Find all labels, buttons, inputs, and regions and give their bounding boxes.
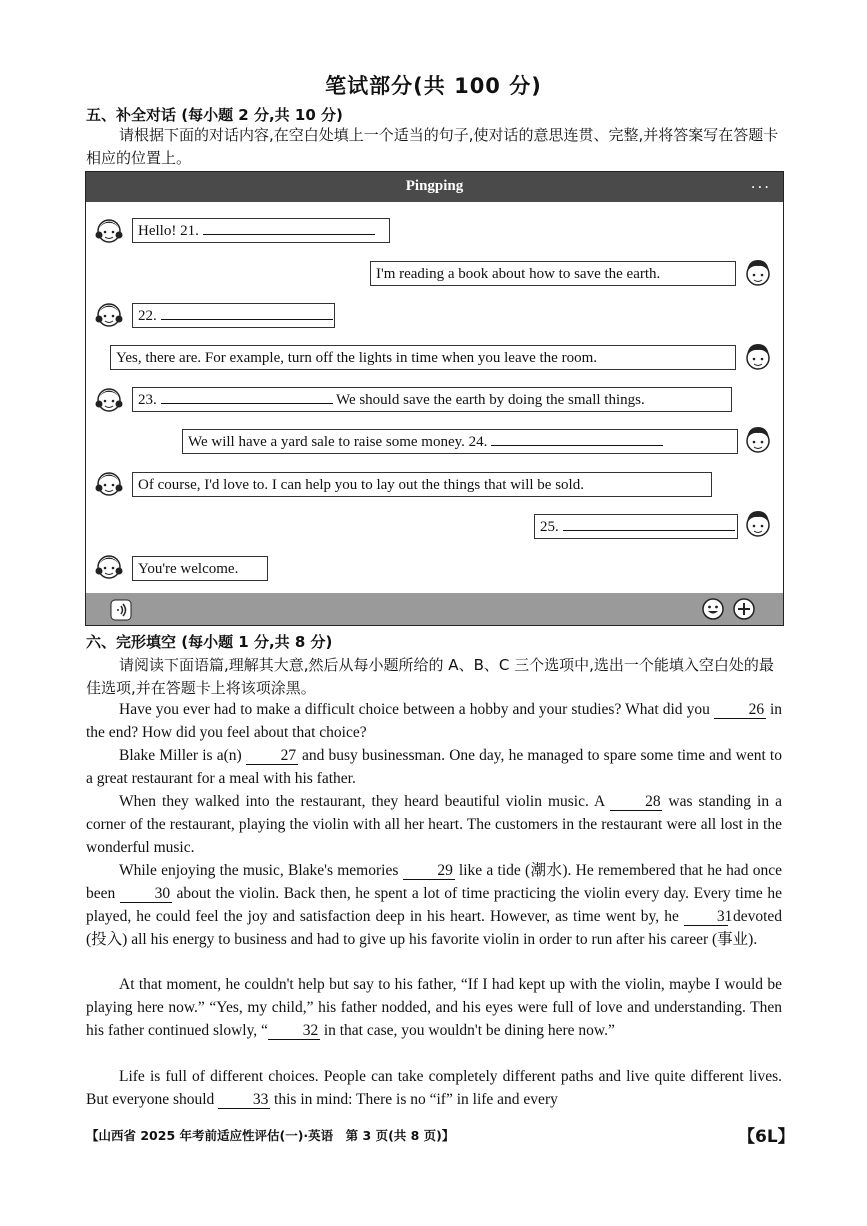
passage-text: was standing in a corner of the restaurant, playing the violin with all her heart. The customers in the restaurant were all lost in the wonderful music. — [86, 793, 783, 856]
chat-title-bar — [86, 172, 783, 202]
answer-blank-25[interactable] — [563, 516, 735, 531]
boy-avatar-icon — [743, 507, 773, 541]
message-text: You're welcome. — [138, 561, 239, 577]
message-text: Of course, I'd love to. I can help you to lay out the things that will be sold. — [138, 477, 584, 493]
passage-text: in that case, you wouldn't be dining here now.” — [323, 1022, 615, 1039]
passage-text: this in mind: There is no “if” in life and every — [274, 1091, 558, 1108]
passage-paragraph — [86, 744, 782, 790]
message-text: Yes, there are. For example, turn off the lights in time when you leave the room. — [116, 350, 598, 366]
girl-avatar-icon — [94, 550, 124, 584]
message-text: 25. — [540, 519, 559, 535]
passage-text: devoted (投入) all his energy to business and had to give up his favorite violin in order to run after his career (事业). — [86, 908, 783, 948]
message-text: We will have a yard sale to raise some money. 24. — [188, 434, 488, 450]
passage-text: When they walked into the restaurant, they heard beautiful violin music. A — [119, 793, 605, 810]
message-text: 22. — [138, 308, 157, 324]
blank-33[interactable]: 33 — [218, 1092, 270, 1109]
section5-instruction: 请根据下面的对话内容,在空白处填上一个适当的句子,使对话的意思连贯、完整,并将答案写在答题卡相应的位置上。 — [86, 126, 779, 167]
boy-avatar-icon — [743, 340, 773, 374]
blank-27[interactable]: 27 — [246, 748, 298, 765]
chat-title: Pingping — [405, 178, 464, 194]
message-text: 23. — [138, 392, 157, 408]
chat-message — [132, 472, 712, 497]
answer-blank-23[interactable] — [161, 389, 333, 404]
passage-text: in the end? How did you feel about that choice? — [86, 701, 783, 741]
passage-text: While enjoying the music, Blake's memories — [119, 862, 399, 879]
section6-instruction: 请阅读下面语篇,理解其大意,然后从每小题所给的 A、B、C 三个选项中,选出一个能填入空白处的最佳选项,并在答题卡上将该项涂黑。 — [86, 656, 774, 697]
chat-message — [182, 429, 738, 454]
passage-text: Have you ever had to make a difficult choice between a hobby and your studies? What did you — [119, 701, 710, 718]
passage-text: At that moment, he couldn't help but say to his father, “If I had kept up with the violin, maybe I would be playing here now.” “Yes, my child,” his father nodded, and his eyes were full of love and understanding. Then his father continued slowly, “ — [86, 976, 782, 1039]
section6-heading: 六、完形填空 (每小题 1 分,共 8 分) — [86, 633, 333, 651]
passage-text: and busy businessman. One day, he managed to spare some time and went to a great restaurant for a meal with his father. — [86, 747, 782, 787]
passage-text: Life is full of different choices. People can take completely different paths and live quite different lives. But everyone should — [86, 1068, 782, 1108]
add-icon[interactable] — [732, 597, 756, 621]
passage-paragraph — [86, 859, 782, 951]
passage-text: about the violin. Back then, he spent a lot of time practicing the violin every day. Every time he played, he could feel the joy and satisfaction deep in his heart. However, as time went by, he — [86, 885, 783, 925]
passage-paragraph — [86, 1065, 782, 1111]
answer-blank-24[interactable] — [491, 431, 663, 446]
page-footer: 【山西省 2025 年考前适应性评估(一)·英语 第 3 页(共 8 页)】 — [86, 1128, 455, 1143]
girl-avatar-icon — [94, 467, 124, 501]
chat-window — [85, 171, 784, 626]
chat-footer-bar — [86, 593, 783, 625]
boy-avatar-icon — [743, 423, 773, 457]
girl-avatar-icon — [94, 214, 124, 248]
blank-30[interactable]: 30 — [120, 886, 172, 903]
passage-text: Blake Miller is a(n) — [119, 747, 242, 764]
chat-message — [132, 218, 390, 243]
answer-blank-21[interactable] — [203, 220, 375, 235]
blank-31[interactable]: 31 — [684, 909, 728, 926]
blank-29[interactable]: 29 — [403, 863, 455, 880]
blank-26[interactable]: 26 — [714, 702, 766, 719]
blank-28[interactable]: 28 — [610, 794, 662, 811]
blank-32[interactable]: 32 — [268, 1023, 320, 1040]
passage-paragraph — [86, 698, 782, 744]
chat-message — [110, 345, 736, 370]
voice-icon[interactable] — [110, 599, 132, 621]
chat-message — [534, 514, 738, 539]
chat-message — [132, 387, 732, 412]
paper-code: 【6L】 — [738, 1127, 795, 1147]
message-text: Hello! 21. — [138, 223, 199, 239]
girl-avatar-icon — [94, 383, 124, 417]
chat-message — [132, 556, 268, 581]
boy-avatar-icon — [743, 256, 773, 290]
section5-heading: 五、补全对话 (每小题 2 分,共 10 分) — [86, 106, 343, 124]
page-title: 笔试部分(共 100 分) — [325, 74, 542, 98]
answer-blank-22[interactable] — [161, 305, 333, 320]
passage-paragraph — [86, 790, 782, 859]
emoji-icon[interactable] — [701, 597, 725, 621]
message-text: I'm reading a book about how to save the earth. — [376, 266, 661, 282]
chat-message — [132, 303, 335, 328]
chat-message — [370, 261, 736, 286]
passage-paragraph — [86, 973, 782, 1042]
passage-text: like a tide (潮水). He remembered that he had once been — [86, 862, 782, 902]
message-text: We should save the earth by doing the small things. — [335, 392, 645, 408]
more-menu-icon[interactable]: ... — [750, 174, 771, 192]
girl-avatar-icon — [94, 298, 124, 332]
